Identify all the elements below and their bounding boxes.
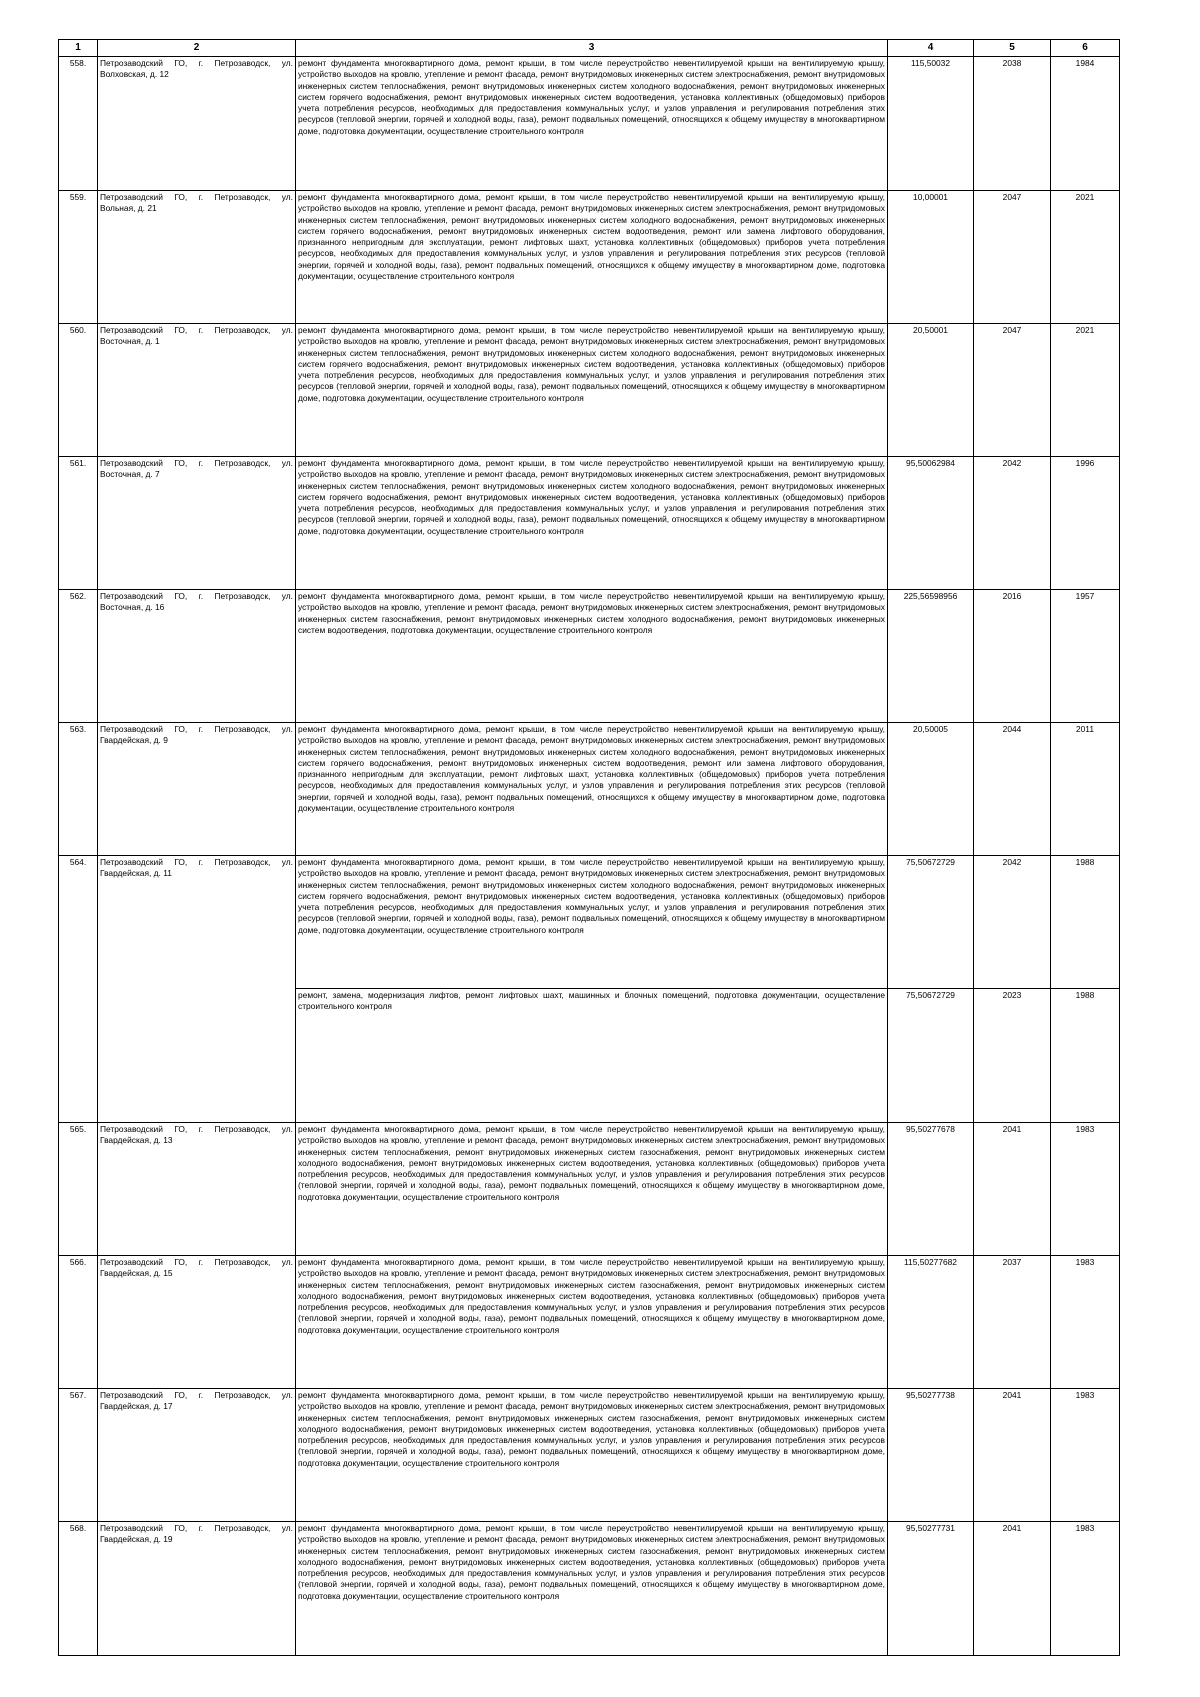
address-cell: Петрозаводский ГО, г. Петрозаводск, ул. Гвардейская, д. 9 (98, 723, 296, 856)
address-cell: Петрозаводский ГО, г. Петрозаводск, ул. Вольная, д. 21 (98, 191, 296, 324)
address-cell: Петрозаводский ГО, г. Петрозаводск, ул. Восточная, д. 1 (98, 324, 296, 457)
built-year-cell: 1988 (1051, 856, 1120, 989)
row-number: 568. (59, 1522, 98, 1656)
built-year-cell: 1957 (1051, 590, 1120, 723)
table-row (59, 1256, 1120, 1389)
address-cell: Петрозаводский ГО, г. Петрозаводск, ул. Гвардейская, д. 19 (98, 1522, 296, 1656)
cost-cell: 75,50672729 (888, 856, 974, 989)
cost-cell: 115,50277682 (888, 1256, 974, 1389)
repair-register-table (58, 39, 1120, 1656)
table-row (59, 989, 1120, 1123)
row-number: 560. (59, 324, 98, 457)
row-number: 559. (59, 191, 98, 324)
cost-cell: 20,50005 (888, 723, 974, 856)
column-header: 4 (888, 40, 974, 57)
works-cell: ремонт фундамента многоквартирного дома, ремонт крыши, в том числе переустройство невентилируемой крыши на вентилируемую крышу, устройство выходов на кровлю, утепление и ремонт фасада, ремонт внутридомовых инженерных систем электроснабжения, ремонт внутридомовых инженерных систем теплоснабжения, ремонт внутридомовых инженерных систем газоснабжения, ремонт внутридомовых инженерных систем холодного водоснабжения, ремонт внутридомовых инженерных систем водоотведения, установка коллективных (общедомовых) приборов учета потребления ресурсов, необходимых для предоставления коммунальных услуг, и узлов управления и регулирования потребления этих ресурсов (тепловой энергии, горячей и холодной воды, газа), ремонт подвальных помещений, относящихся к общему имуществу в многоквартирном доме, подготовка документации, осуществление строительного контроля (296, 1256, 888, 1389)
works-cell: ремонт фундамента многоквартирного дома, ремонт крыши, в том числе переустройство невентилируемой крыши на вентилируемую крышу, устройство выходов на кровлю, утепление и ремонт фасада, ремонт внутридомовых инженерных систем электроснабжения, ремонт внутридомовых инженерных систем теплоснабжения, ремонт внутридомовых инженерных систем холодного водоснабжения, ремонт внутридомовых инженерных систем горячего водоснабжения, ремонт внутридомовых инженерных систем водоотведения, ремонт или замена лифтового оборудования, признанного непригодным для эксплуатации, ремонт лифтовых шахт, установка коллективных (общедомовых) приборов учета потребления ресурсов, необходимых для предоставления коммунальных услуг, и узлов управления и регулирования потребления этих ресурсов (тепловой энергии, горячей и холодной воды, газа), ремонт подвальных помещений, относящихся к общему имуществу в многоквартирном доме, подготовка документации, осуществление строительного контроля (296, 723, 888, 856)
table-row (59, 57, 1120, 191)
works-cell: ремонт фундамента многоквартирного дома, ремонт крыши, в том числе переустройство невентилируемой крыши на вентилируемую крышу, устройство выходов на кровлю, утепление и ремонт фасада, ремонт внутридомовых инженерных систем электроснабжения, ремонт внутридомовых инженерных систем теплоснабжения, ремонт внутридомовых инженерных систем холодного водоснабжения, ремонт внутридомовых инженерных систем горячего водоснабжения, ремонт внутридомовых инженерных систем водоотведения, ремонт или замена лифтового оборудования, признанного непригодным для эксплуатации, ремонт лифтовых шахт, установка коллективных (общедомовых) приборов учета потребления ресурсов, необходимых для предоставления коммунальных услуг, и узлов управления и регулирования потребления этих ресурсов (тепловой энергии, горячей и холодной воды, газа), ремонт подвальных помещений, относящихся к общему имуществу в многоквартирном доме, подготовка документации, осуществление строительного контроля (296, 191, 888, 324)
row-number: 566. (59, 1256, 98, 1389)
table-row (59, 1123, 1120, 1256)
column-header: 6 (1051, 40, 1120, 57)
table-row (59, 324, 1120, 457)
address-cell: Петрозаводский ГО, г. Петрозаводск, ул. Волховская, д. 12 (98, 57, 296, 191)
built-year-cell: 1983 (1051, 1256, 1120, 1389)
works-cell: ремонт фундамента многоквартирного дома, ремонт крыши, в том числе переустройство невентилируемой крыши на вентилируемую крышу, устройство выходов на кровлю, утепление и ремонт фасада, ремонт внутридомовых инженерных систем электроснабжения, ремонт внутридомовых инженерных систем газоснабжения, ремонт внутридомовых инженерных систем холодного водоснабжения, ремонт внутридомовых инженерных систем водоотведения, подготовка документации, осуществление строительного контроля (296, 590, 888, 723)
address-cell: Петрозаводский ГО, г. Петрозаводск, ул. Гвардейская, д. 15 (98, 1256, 296, 1389)
works-cell: ремонт фундамента многоквартирного дома, ремонт крыши, в том числе переустройство невентилируемой крыши на вентилируемую крышу, устройство выходов на кровлю, утепление и ремонт фасада, ремонт внутридомовых инженерных систем электроснабжения, ремонт внутридомовых инженерных систем теплоснабжения, ремонт внутридомовых инженерных систем газоснабжения, ремонт внутридомовых инженерных систем холодного водоснабжения, ремонт внутридомовых инженерных систем водоотведения, установка коллективных (общедомовых) приборов учета потребления ресурсов, необходимых для предоставления коммунальных услуг, и узлов управления и регулирования потребления этих ресурсов (тепловой энергии, горячей и холодной воды, газа), ремонт подвальных помещений, относящихся к общему имуществу в многоквартирном доме, подготовка документации, осуществление строительного контроля (296, 1123, 888, 1256)
table-row (59, 1389, 1120, 1522)
works-cell: ремонт фундамента многоквартирного дома, ремонт крыши, в том числе переустройство невентилируемой крыши на вентилируемую крышу, устройство выходов на кровлю, утепление и ремонт фасада, ремонт внутридомовых инженерных систем электроснабжения, ремонт внутридомовых инженерных систем теплоснабжения, ремонт внутридомовых инженерных систем холодного водоснабжения, ремонт внутридомовых инженерных систем горячего водоснабжения, ремонт внутридомовых инженерных систем водоотведения, установка коллективных (общедомовых) приборов учета потребления ресурсов, необходимых для предоставления коммунальных услуг, и узлов управления и регулирования потребления этих ресурсов (тепловой энергии, горячей и холодной воды, газа), ремонт подвальных помещений, относящихся к общему имуществу в многоквартирном доме, подготовка документации, осуществление строительного контроля (296, 856, 888, 989)
table-row (59, 1522, 1120, 1656)
table-row (59, 856, 1120, 989)
table-row (59, 191, 1120, 324)
table-row (59, 723, 1120, 856)
row-number: 561. (59, 457, 98, 590)
address-cell (98, 989, 296, 1123)
works-cell: ремонт фундамента многоквартирного дома, ремонт крыши, в том числе переустройство невентилируемой крыши на вентилируемую крышу, устройство выходов на кровлю, утепление и ремонт фасада, ремонт внутридомовых инженерных систем электроснабжения, ремонт внутридомовых инженерных систем теплоснабжения, ремонт внутридомовых инженерных систем холодного водоснабжения, ремонт внутридомовых инженерных систем горячего водоснабжения, ремонт внутридомовых инженерных систем водоотведения, установка коллективных (общедомовых) приборов учета потребления ресурсов, необходимых для предоставления коммунальных услуг, и узлов управления и регулирования потребления этих ресурсов (тепловой энергии, горячей и холодной воды, газа), ремонт подвальных помещений, относящихся к общему имуществу в многоквартирном доме, подготовка документации, осуществление строительного контроля (296, 457, 888, 590)
cost-cell: 115,50032 (888, 57, 974, 191)
cost-cell: 10,00001 (888, 191, 974, 324)
row-number: 565. (59, 1123, 98, 1256)
row-number: 567. (59, 1389, 98, 1522)
built-year-cell: 2021 (1051, 324, 1120, 457)
column-header: 5 (974, 40, 1051, 57)
cost-cell: 75,50672729 (888, 989, 974, 1123)
header-row (59, 40, 1120, 57)
built-year-cell: 1984 (1051, 57, 1120, 191)
year-cell: 2042 (974, 457, 1051, 590)
built-year-cell: 2021 (1051, 191, 1120, 324)
column-header: 1 (59, 40, 98, 57)
cost-cell: 95,50277731 (888, 1522, 974, 1656)
cost-cell: 225,56598956 (888, 590, 974, 723)
built-year-cell: 1983 (1051, 1522, 1120, 1656)
works-cell: ремонт фундамента многоквартирного дома, ремонт крыши, в том числе переустройство невентилируемой крыши на вентилируемую крышу, устройство выходов на кровлю, утепление и ремонт фасада, ремонт внутридомовых инженерных систем электроснабжения, ремонт внутридомовых инженерных систем теплоснабжения, ремонт внутридомовых инженерных систем холодного водоснабжения, ремонт внутридомовых инженерных систем горячего водоснабжения, ремонт внутридомовых инженерных систем водоотведения, установка коллективных (общедомовых) приборов учета потребления ресурсов, необходимых для предоставления коммунальных услуг, и узлов управления и регулирования потребления этих ресурсов (тепловой энергии, горячей и холодной воды, газа), ремонт подвальных помещений, относящихся к общему имуществу в многоквартирном доме, подготовка документации, осуществление строительного контроля (296, 324, 888, 457)
row-number: 563. (59, 723, 98, 856)
built-year-cell: 1988 (1051, 989, 1120, 1123)
year-cell: 2041 (974, 1522, 1051, 1656)
row-number (59, 989, 98, 1123)
works-cell: ремонт, замена, модернизация лифтов, ремонт лифтовых шахт, машинных и блочных помещений, подготовка документации, осуществление строительного контроля (296, 989, 888, 1123)
row-number: 564. (59, 856, 98, 989)
built-year-cell: 1983 (1051, 1389, 1120, 1522)
year-cell: 2023 (974, 989, 1051, 1123)
year-cell: 2042 (974, 856, 1051, 989)
cost-cell: 20,50001 (888, 324, 974, 457)
built-year-cell: 1983 (1051, 1123, 1120, 1256)
year-cell: 2037 (974, 1256, 1051, 1389)
address-cell: Петрозаводский ГО, г. Петрозаводск, ул. Гвардейская, д. 17 (98, 1389, 296, 1522)
works-cell: ремонт фундамента многоквартирного дома, ремонт крыши, в том числе переустройство невентилируемой крыши на вентилируемую крышу, устройство выходов на кровлю, утепление и ремонт фасада, ремонт внутридомовых инженерных систем электроснабжения, ремонт внутридомовых инженерных систем теплоснабжения, ремонт внутридомовых инженерных систем холодного водоснабжения, ремонт внутридомовых инженерных систем горячего водоснабжения, ремонт внутридомовых инженерных систем водоотведения, установка коллективных (общедомовых) приборов учета потребления ресурсов, необходимых для предоставления коммунальных услуг, и узлов управления и регулирования потребления этих ресурсов (тепловой энергии, горячей и холодной воды, газа), ремонт подвальных помещений, относящихся к общему имуществу в многоквартирном доме, подготовка документации, осуществление строительного контроля (296, 57, 888, 191)
cost-cell: 95,50062984 (888, 457, 974, 590)
works-cell: ремонт фундамента многоквартирного дома, ремонт крыши, в том числе переустройство невентилируемой крыши на вентилируемую крышу, устройство выходов на кровлю, утепление и ремонт фасада, ремонт внутридомовых инженерных систем электроснабжения, ремонт внутридомовых инженерных систем теплоснабжения, ремонт внутридомовых инженерных систем газоснабжения, ремонт внутридомовых инженерных систем холодного водоснабжения, ремонт внутридомовых инженерных систем водоотведения, установка коллективных (общедомовых) приборов учета потребления ресурсов, необходимых для предоставления коммунальных услуг, и узлов управления и регулирования потребления этих ресурсов (тепловой энергии, горячей и холодной воды, газа), ремонт подвальных помещений, относящихся к общему имуществу в многоквартирном доме, подготовка документации, осуществление строительного контроля (296, 1522, 888, 1656)
table-row (59, 590, 1120, 723)
column-header: 2 (98, 40, 296, 57)
column-header: 3 (296, 40, 888, 57)
row-number: 558. (59, 57, 98, 191)
row-number: 562. (59, 590, 98, 723)
built-year-cell: 1996 (1051, 457, 1120, 590)
year-cell: 2041 (974, 1123, 1051, 1256)
works-cell: ремонт фундамента многоквартирного дома, ремонт крыши, в том числе переустройство невентилируемой крыши на вентилируемую крышу, устройство выходов на кровлю, утепление и ремонт фасада, ремонт внутридомовых инженерных систем электроснабжения, ремонт внутридомовых инженерных систем теплоснабжения, ремонт внутридомовых инженерных систем газоснабжения, ремонт внутридомовых инженерных систем холодного водоснабжения, ремонт внутридомовых инженерных систем водоотведения, установка коллективных (общедомовых) приборов учета потребления ресурсов, необходимых для предоставления коммунальных услуг, и узлов управления и регулирования потребления этих ресурсов (тепловой энергии, горячей и холодной воды, газа), ремонт подвальных помещений, относящихся к общему имуществу в многоквартирном доме, подготовка документации, осуществление строительного контроля (296, 1389, 888, 1522)
year-cell: 2041 (974, 1389, 1051, 1522)
table-row (59, 457, 1120, 590)
built-year-cell: 2011 (1051, 723, 1120, 856)
year-cell: 2047 (974, 191, 1051, 324)
cost-cell: 95,50277738 (888, 1389, 974, 1522)
year-cell: 2016 (974, 590, 1051, 723)
year-cell: 2038 (974, 57, 1051, 191)
address-cell: Петрозаводский ГО, г. Петрозаводск, ул. Гвардейская, д. 11 (98, 856, 296, 989)
address-cell: Петрозаводский ГО, г. Петрозаводск, ул. Гвардейская, д. 13 (98, 1123, 296, 1256)
address-cell: Петрозаводский ГО, г. Петрозаводск, ул. Восточная, д. 7 (98, 457, 296, 590)
address-cell: Петрозаводский ГО, г. Петрозаводск, ул. Восточная, д. 16 (98, 590, 296, 723)
year-cell: 2047 (974, 324, 1051, 457)
year-cell: 2044 (974, 723, 1051, 856)
cost-cell: 95,50277678 (888, 1123, 974, 1256)
